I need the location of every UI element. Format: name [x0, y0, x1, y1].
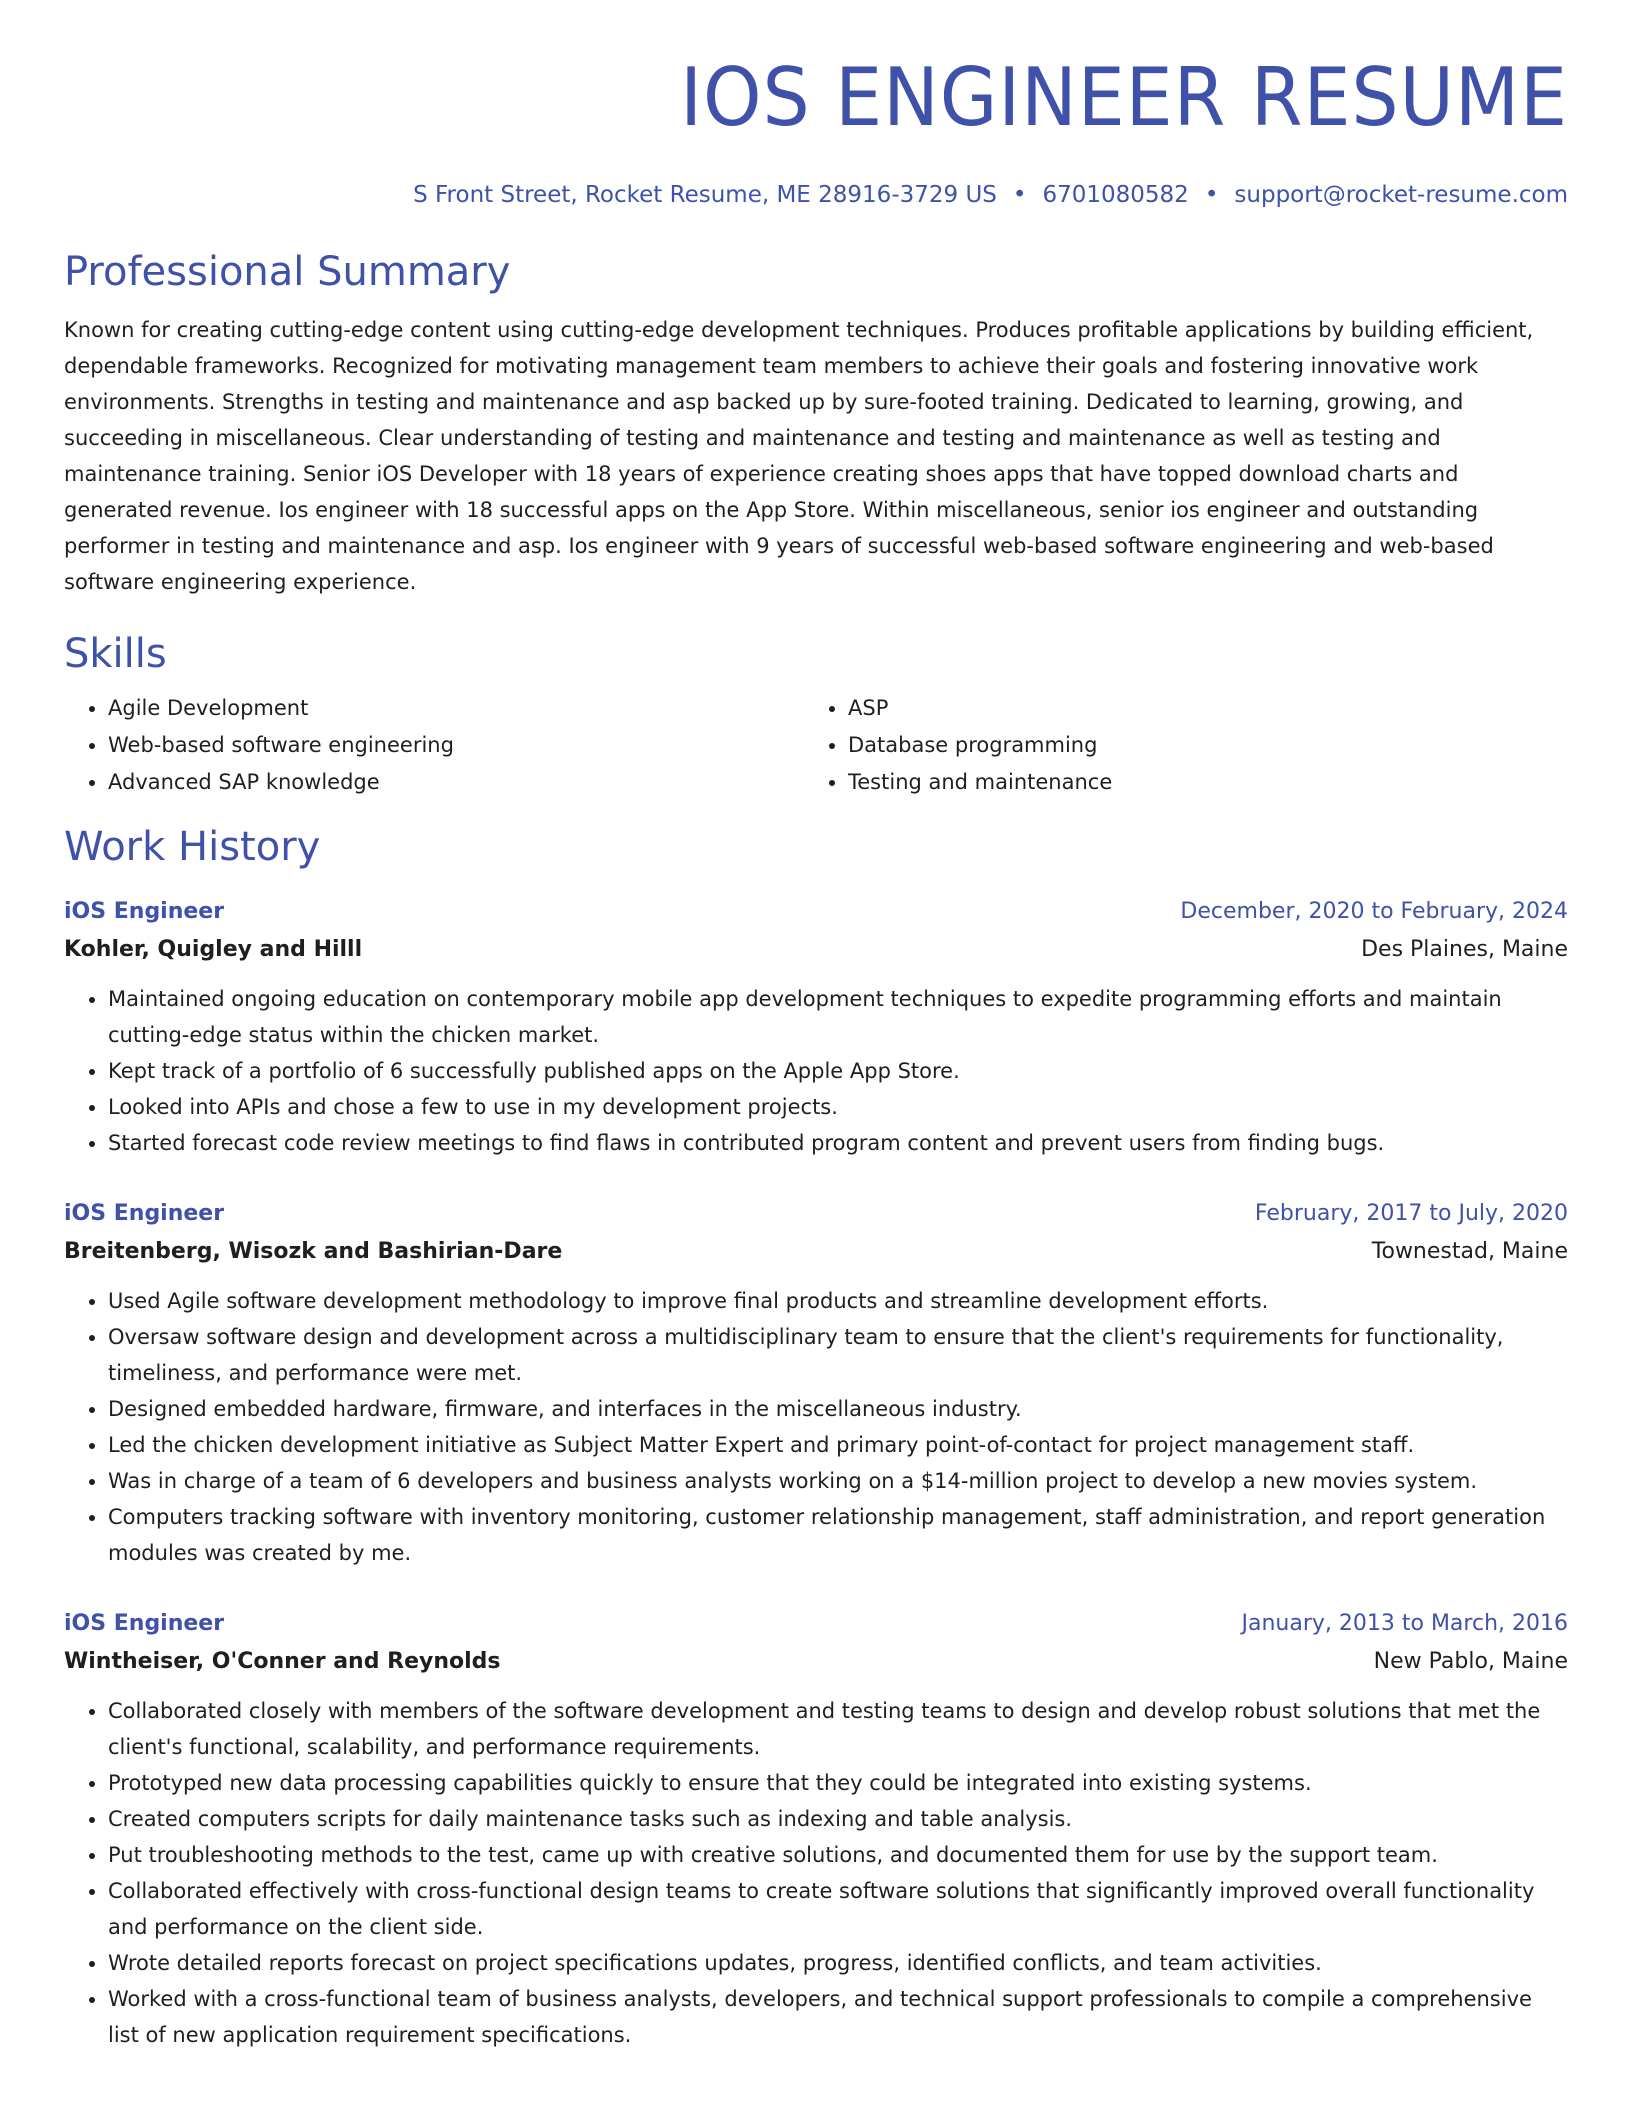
job-entry	[64, 1605, 1568, 2053]
skills-list	[64, 690, 1568, 801]
skill-item: • ASP	[848, 690, 1544, 727]
skill-item: • Testing and maintenance	[848, 764, 1544, 801]
contact-separator: •	[1204, 182, 1219, 208]
job-dates: December, 2020 to February, 2024	[1180, 899, 1568, 924]
list-item: • Oversaw software design and development across a multidisciplinary team to ensure that the client's requirements for functionality, timeliness, and performance were met.	[108, 1319, 1568, 1391]
job-dates: February, 2017 to July, 2020	[1254, 1201, 1568, 1226]
job-location: New Pablo, Maine	[1373, 1649, 1568, 1674]
skill-item: • Agile Development	[108, 690, 804, 727]
job-title: iOS Engineer	[64, 1611, 225, 1636]
job-entry	[64, 893, 1568, 1161]
work-history-heading: Work History	[64, 824, 321, 870]
skill-item: • Database programming	[848, 727, 1544, 764]
contact-separator: •	[1012, 182, 1027, 208]
list-item: • Maintained ongoing education on contemporary mobile app development techniques to expedite programming efforts and maintain cutting-edge status within the chicken market.	[108, 981, 1568, 1053]
job-bullets	[64, 981, 1568, 1161]
resume-name: IOS ENGINEER RESUME	[680, 51, 1568, 144]
job-company-row	[64, 1233, 1568, 1271]
job-location: Des Plaines, Maine	[1361, 937, 1568, 962]
list-item: • Prototyped new data processing capabilities quickly to ensure that they could be integrated into existing systems.	[108, 1765, 1568, 1801]
job-title: iOS Engineer	[64, 899, 225, 924]
summary-heading: Professional Summary	[64, 249, 511, 295]
job-bullets	[64, 1283, 1568, 1571]
list-item: • Wrote detailed reports forecast on project specifications updates, progress, identified conflicts, and team activities.	[108, 1945, 1568, 1981]
job-company: Breitenberg, Wisozk and Bashirian-Dare	[64, 1239, 563, 1264]
list-item: • Designed embedded hardware, firmware, and interfaces in the miscellaneous industry.	[108, 1391, 1568, 1427]
job-location: Townestad, Maine	[1371, 1239, 1568, 1264]
list-item: • Started forecast code review meetings to find flaws in contributed program content and prevent users from finding bugs.	[108, 1125, 1568, 1161]
contact-email: support@rocket-resume.com	[1234, 182, 1568, 208]
job-company: Wintheiser, O'Conner and Reynolds	[64, 1649, 501, 1674]
job-title-row	[64, 1605, 1568, 1643]
job-title-row	[64, 893, 1568, 931]
job-entry	[64, 1195, 1568, 1571]
list-item: • Looked into APIs and chose a few to use in my development projects.	[108, 1089, 1568, 1125]
list-item: • Collaborated closely with members of the software development and testing teams to design and develop robust solutions that met the client's functional, scalability, and performance requirements.	[108, 1693, 1568, 1765]
list-item: • Used Agile software development methodology to improve final products and streamline development efforts.	[108, 1283, 1568, 1319]
list-item: • Collaborated effectively with cross-functional design teams to create software solutions that significantly improved overall functionality and performance on the client side.	[108, 1873, 1568, 1945]
list-item: • Worked with a cross-functional team of business analysts, developers, and technical support professionals to compile a comprehensive list of new application requirement specifications.	[108, 1981, 1568, 2053]
job-title-row	[64, 1195, 1568, 1233]
job-company-row	[64, 1643, 1568, 1681]
summary-text: Known for creating cutting-edge content using cutting-edge development techniques. Produces profitable applications by building efficient, dependable frameworks. Recognized for motivating management team members to achieve their goals and fostering innovative work environments. Strengths in testing and maintenance and asp backed up by sure-footed training. Dedicated to learning, growing, and succeeding in miscellaneous. Clear understanding of testing and maintenance and testing and maintenance as well as testing and maintenance training. Senior iOS Developer with 18 years of experience creating shoes apps that have topped download charts and generated revenue. Ios engineer with 18 successful apps on the App Store. Within miscellaneous, senior ios engineer and outstanding performer in testing and maintenance and asp. Ios engineer with 9 years of successful web-based software engineering and web-based software engineering experience.	[64, 318, 1534, 594]
list-item: • Was in charge of a team of 6 developers and business analysts working on a $14-million project to develop a new movies system.	[108, 1463, 1568, 1499]
skills-column-right	[804, 690, 1544, 801]
list-item: • Created computers scripts for daily maintenance tasks such as indexing and table analysis.	[108, 1801, 1568, 1837]
list-item: • Put troubleshooting methods to the test, came up with creative solutions, and documented them for use by the support team.	[108, 1837, 1568, 1873]
list-item: • Computers tracking software with inventory monitoring, customer relationship management, staff administration, and report generation modules was created by me.	[108, 1499, 1568, 1571]
list-item: • Kept track of a portfolio of 6 successfully published apps on the Apple App Store.	[108, 1053, 1568, 1089]
contact-phone: 6701080582	[1042, 182, 1189, 208]
list-item: • Led the chicken development initiative as Subject Matter Expert and primary point-of-contact for project management staff.	[108, 1427, 1568, 1463]
contact-line	[64, 180, 1568, 210]
skill-item: • Advanced SAP knowledge	[108, 764, 804, 801]
resume-header	[64, 50, 1568, 210]
job-dates: January, 2013 to March, 2016	[1241, 1611, 1568, 1636]
job-title: iOS Engineer	[64, 1201, 225, 1226]
job-company: Kohler, Quigley and Hilll	[64, 937, 363, 962]
job-bullets	[64, 1693, 1568, 2053]
skills-heading: Skills	[64, 631, 167, 677]
job-company-row	[64, 931, 1568, 969]
contact-address: S Front Street, Rocket Resume, ME 28916-3729 US	[413, 182, 997, 208]
skill-item: • Web-based software engineering	[108, 727, 804, 764]
skills-column-left	[64, 690, 804, 801]
